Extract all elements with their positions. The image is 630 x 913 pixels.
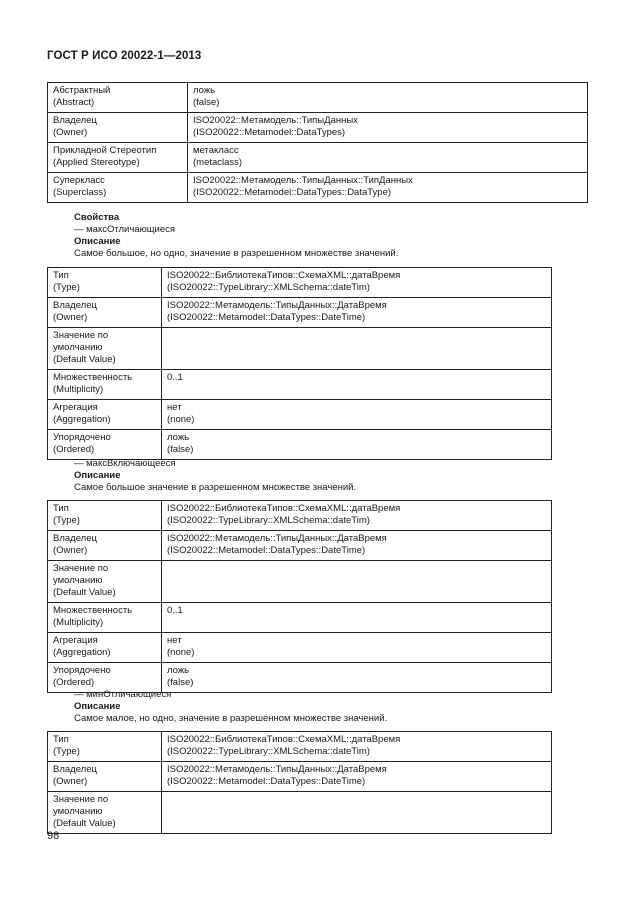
property-name: — максОтличающиеся [74,224,176,235]
property-value-cell [162,298,552,328]
cell-line-ru: нет [167,402,182,413]
property-label-cell [48,531,162,561]
property-value-cell [162,501,552,531]
property-value-cell [162,663,552,693]
cell-line-ru: Тип [53,270,69,281]
cell-line-ru: нет [167,635,182,646]
cell-line-ru: ISO20022::Метамодель::ТипыДанных::ДатаВремя [167,300,387,311]
cell-line-en: (false) [167,677,194,688]
table-row [48,603,552,633]
cell-line-en: (Aggregation) [53,647,111,658]
property-value-cell [162,370,552,400]
cell-line-en: (Ordered) [53,677,95,688]
cell-line-ru: Значение по умолчанию [53,330,109,353]
cell-line-en [167,575,546,587]
cell-line-ru: Множественность [53,372,133,383]
cell-line-en: (ISO20022::TypeLibrary::XMLSchema::dateTim) [167,515,370,526]
property-value-cell [162,430,552,460]
section-max-inclusive [47,458,356,494]
property-value-cell [162,603,552,633]
cell-line-ru: Тип [53,503,69,514]
cell-line-en: (Aggregation) [53,414,111,425]
cell-line-en [167,384,546,396]
table-row [48,400,552,430]
property-value-cell [188,143,588,173]
cell-line-ru: ISO20022::БиблиотекаТипов::СхемаXML::датаВремя [167,503,401,514]
cell-line-en: (ISO20022::Metamodel::DataTypes::DateTime) [167,545,366,556]
table-row [48,173,588,203]
table-row [48,663,552,693]
cell-line-ru: Прикладной Стереотип [53,145,157,156]
cell-line-ru: Владелец [53,300,97,311]
cell-line-ru: Тип [53,734,69,745]
property-label-cell [48,370,162,400]
property-value-cell [162,762,552,792]
property-label-cell [48,113,188,143]
cell-line-ru [167,794,546,806]
cell-line-en: (ISO20022::TypeLibrary::XMLSchema::dateTim) [167,746,370,757]
cell-line-ru: ложь [167,665,190,676]
cell-line-ru: Агрегация [53,402,98,413]
cell-line-en: (Default Value) [53,818,116,829]
property-label-cell [48,298,162,328]
property-value-cell [162,328,552,370]
table-row [48,298,552,328]
cell-line-ru: ISO20022::Метамодель::ТипыДанных::ДатаВремя [167,764,387,775]
table-row [48,143,588,173]
property-value-cell [162,732,552,762]
cell-line-ru: Множественность [53,605,133,616]
table-row [48,501,552,531]
properties-heading: Свойства [74,212,120,223]
cell-line-ru: Владелец [53,764,97,775]
property-label-cell [48,501,162,531]
table-row [48,113,588,143]
table-row [48,633,552,663]
cell-line-ru: Владелец [53,115,97,126]
cell-line-en: (Superclass) [53,187,107,198]
table-row [48,370,552,400]
property-label-cell [48,400,162,430]
cell-line-ru: ISO20022::Метамодель::ТипыДанных::ТипДанных [193,175,413,186]
property-value-cell [162,400,552,430]
cell-line-en [167,617,546,629]
cell-line-en: (Default Value) [53,587,116,598]
cell-line-ru: ISO20022::Метамодель::ТипыДанных::ДатаВремя [167,533,387,544]
table-row [48,561,552,603]
cell-line-en: (Type) [53,515,80,526]
property-label-cell [48,173,188,203]
table-row [48,430,552,460]
cell-line-en: (none) [167,414,195,425]
cell-line-en: (ISO20022::Metamodel::DataTypes::DateTime) [167,312,366,323]
cell-line-ru: ложь [167,432,190,443]
cell-line-ru: ложь [193,85,216,96]
property-name: — минОтличающиеся [74,689,172,700]
page-number: 98 [47,830,60,842]
cell-line-en: (Owner) [53,545,88,556]
cell-line-en: (ISO20022::Metamodel::DataTypes::DateTime) [167,776,366,787]
property-value-cell [162,561,552,603]
property-label-cell [48,603,162,633]
cell-line-ru [167,330,546,342]
cell-line-en: (Ordered) [53,444,95,455]
cell-line-ru: Упорядочено [53,665,111,676]
property-label-cell [48,430,162,460]
table-row [48,732,552,762]
cell-line-ru: 0..1 [167,372,183,383]
table-row [48,762,552,792]
cell-line-en: (Type) [53,746,80,757]
property-value-cell [188,173,588,203]
property-label-cell [48,268,162,298]
property-value-cell [188,113,588,143]
properties-table-superclass [47,82,588,203]
cell-line-ru [167,563,546,575]
description-heading: Описание [74,470,121,481]
cell-line-ru: ISO20022::БиблиотекаТипов::СхемаXML::датаВремя [167,734,401,745]
cell-line-en [167,342,546,354]
cell-line-en: (false) [167,444,194,455]
property-label-cell [48,732,162,762]
cell-line-en: (metaclass) [193,157,243,168]
cell-line-ru: Агрегация [53,635,98,646]
description-text: Самое большое значение в разрешенном множестве значений. [74,482,357,493]
table-row [48,531,552,561]
cell-line-en: (Owner) [53,776,88,787]
cell-line-en: (Default Value) [53,354,116,365]
cell-line-ru: Суперкласс [53,175,105,186]
description-heading: Описание [74,236,121,247]
table-row [48,328,552,370]
cell-line-ru: 0..1 [167,605,183,616]
property-label-cell [48,792,162,834]
cell-line-ru: Владелец [53,533,97,544]
document-header: ГОСТ Р ИСО 20022-1—2013 [47,50,202,62]
property-name: — максВключающееся [74,458,176,469]
cell-line-en [167,806,546,818]
cell-line-ru: Значение по умолчанию [53,794,109,817]
cell-line-ru: Упорядочено [53,432,111,443]
table-row [48,83,588,113]
property-value-cell [162,531,552,561]
property-label-cell [48,762,162,792]
cell-line-ru: ISO20022::Метамодель::ТипыДанных [193,115,358,126]
property-label-cell [48,83,188,113]
cell-line-en: (Owner) [53,312,88,323]
cell-line-en: (Multiplicity) [53,384,104,395]
property-value-cell [188,83,588,113]
property-value-cell [162,633,552,663]
cell-line-en: (Multiplicity) [53,617,104,628]
table-row [48,792,552,834]
cell-line-en: (ISO20022::Metamodel::DataTypes::DataType) [193,187,392,198]
cell-line-en: (ISO20022::Metamodel::DataTypes) [193,127,346,138]
property-value-cell [162,268,552,298]
table-row [48,268,552,298]
properties-table-max-exclusive [47,267,552,460]
cell-line-en: (ISO20022::TypeLibrary::XMLSchema::dateTim) [167,282,370,293]
property-label-cell [48,143,188,173]
cell-line-en: (Applied Stereotype) [53,157,140,168]
section-max-exclusive [47,212,398,260]
property-value-cell [162,792,552,834]
section-min-exclusive [47,689,387,725]
description-heading: Описание [74,701,121,712]
cell-line-en: (Type) [53,282,80,293]
description-text: Самое большое, но одно, значение в разрешенном множестве значений. [74,248,399,259]
cell-line-en: (Owner) [53,127,88,138]
cell-line-ru: Абстрактный [53,85,111,96]
cell-line-ru: ISO20022::БиблиотекаТипов::СхемаXML::датаВремя [167,270,401,281]
cell-line-en: (Abstract) [53,97,95,108]
cell-line-ru: Значение по умолчанию [53,563,109,586]
properties-table-min-exclusive [47,731,552,834]
cell-line-ru: метакласс [193,145,239,156]
property-label-cell [48,561,162,603]
property-label-cell [48,663,162,693]
cell-line-en: (false) [193,97,220,108]
description-text: Самое малое, но одно, значение в разрешенном множестве значений. [74,713,388,724]
property-label-cell [48,328,162,370]
property-label-cell [48,633,162,663]
properties-table-max-inclusive [47,500,552,693]
cell-line-en: (none) [167,647,195,658]
